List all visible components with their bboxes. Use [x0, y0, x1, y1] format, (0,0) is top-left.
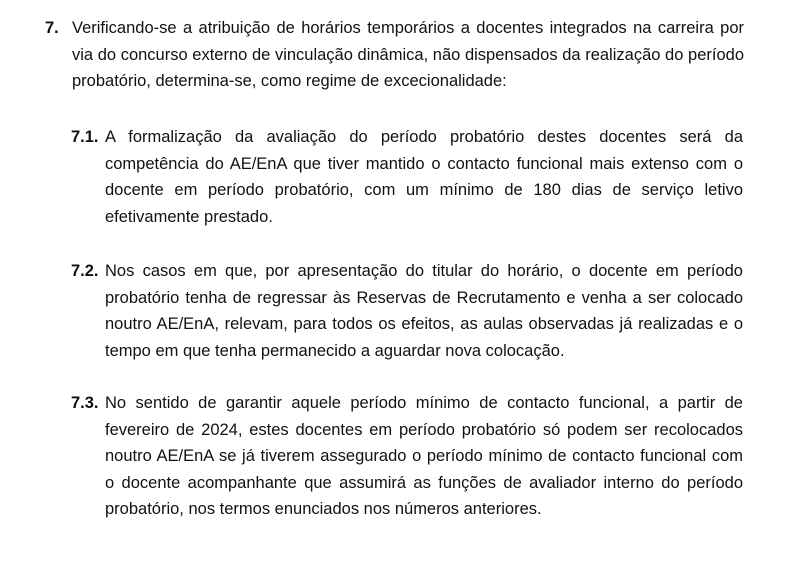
section-number: 7. [45, 19, 59, 37]
section-paragraph: Verificando-se a atribuição de horários temporários a docentes integrados na carreira por via do concurso externo de vinculação dinâmica, não dispensados da realização do período probatório, determina-se, como regime de excecionalidade: [72, 19, 744, 90]
subsection-number: 7.3. [71, 394, 99, 412]
subsection-number: 7.1. [71, 128, 99, 146]
subsection-paragraph: Nos casos em que, por apresentação do titular do horário, o docente em período probatório tenha de regressar às Reservas de Recrutamento e venha a ser colocado noutro AE/EnA, relevam, para todos os efeitos, as aulas observadas já realizadas e o tempo em que tenha permanecido a aguardar nova colocação. [105, 262, 743, 360]
subsection-paragraph: No sentido de garantir aquele período mínimo de contacto funcional, a partir de fevereiro de 2024, estes docentes em período probatório só podem ser recolocados noutro AE/EnA se já tiverem assegurado o período mínimo de contacto funcional com o docente acompanhante que assumirá as funções de avaliador interno do período probatório, nos termos enunciados nos números anteriores. [105, 394, 743, 518]
subsection-paragraph: A formalização da avaliação do período probatório destes docentes será da competência do AE/EnA que tiver mantido o contacto funcional mais extenso com o docente em período probatório, com um mínimo de 180 dias de serviço letivo efetivamente prestado. [105, 128, 743, 226]
subsection-number: 7.2. [71, 262, 99, 280]
